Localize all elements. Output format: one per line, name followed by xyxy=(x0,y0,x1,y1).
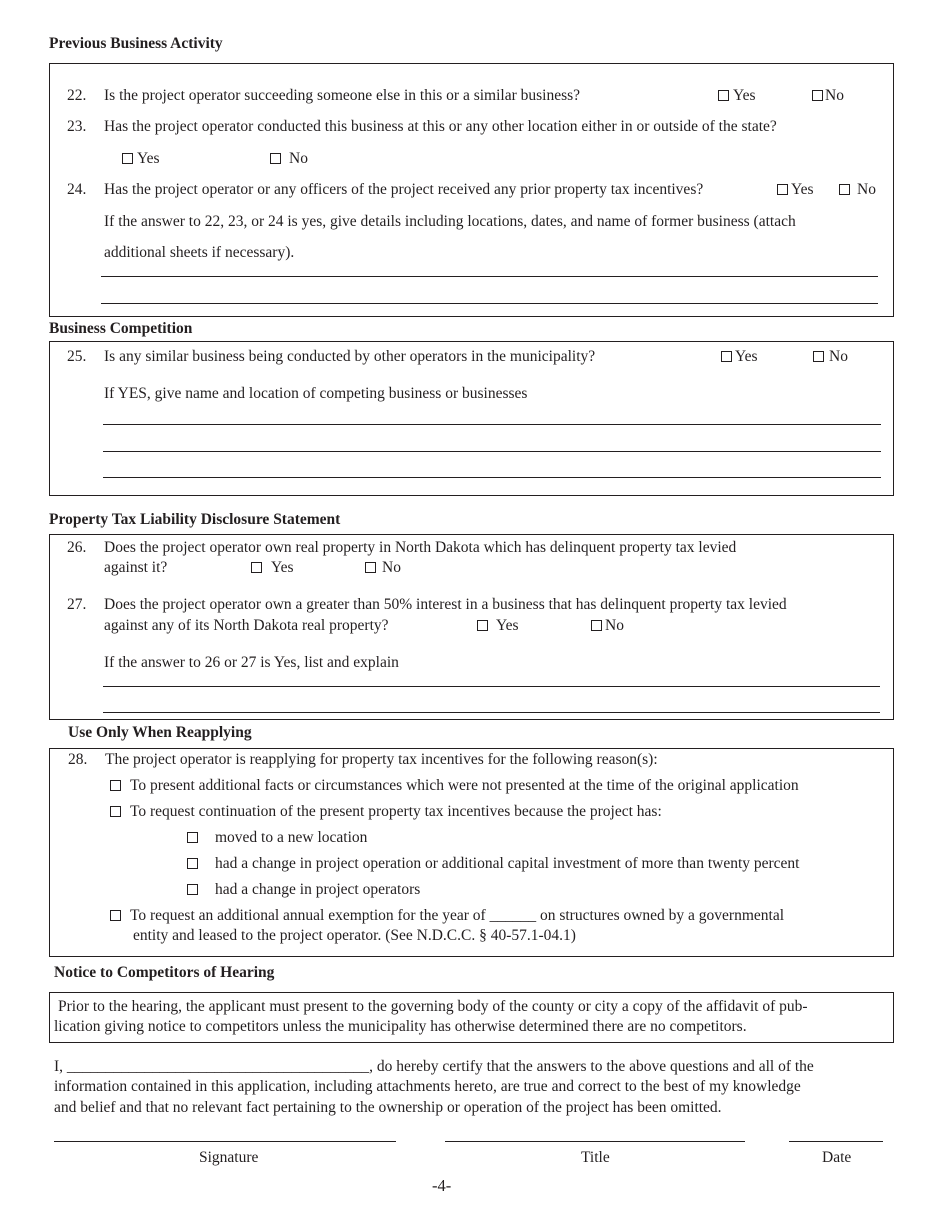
section-title-notice: Notice to Competitors of Hearing xyxy=(54,964,275,981)
q24-no-option[interactable] xyxy=(839,181,876,199)
certification-line1: I, _______________________________________, do hereby certify that the answers to the above questions and all of the xyxy=(54,1058,814,1075)
competitor-answer-line-3[interactable] xyxy=(103,477,881,478)
reapply-suboption-change-operators[interactable] xyxy=(187,881,420,899)
no-label: No xyxy=(605,617,624,634)
details-instruction-line1: If the answer to 22, 23, or 24 is yes, give details including locations, dates, and name of former business (attach xyxy=(104,213,796,230)
checkbox[interactable] xyxy=(110,806,121,817)
option-label: had a change in project operation or additional capital investment of more than twenty percent xyxy=(215,855,800,872)
checkbox[interactable] xyxy=(187,884,198,895)
notice-text-line1: Prior to the hearing, the applicant must present to the governing body of the county or city a copy of the affidavit of pub- xyxy=(58,998,808,1015)
checkbox[interactable] xyxy=(477,620,488,631)
checkbox[interactable] xyxy=(813,351,824,362)
q25-yes-option[interactable] xyxy=(721,348,758,366)
checkbox[interactable] xyxy=(270,153,281,164)
question-27-text-line2: against any of its North Dakota real property? xyxy=(104,617,389,634)
checkbox[interactable] xyxy=(110,910,121,921)
reapply-suboption-change-operation[interactable] xyxy=(187,855,799,873)
checkbox[interactable] xyxy=(777,184,788,195)
certification-line2: information contained in this application, including attachments hereto, are true and correct to the best of my knowledge xyxy=(54,1078,801,1095)
disclosure-explain-instruction: If the answer to 26 or 27 is Yes, list and explain xyxy=(104,654,399,671)
details-instruction-line2: additional sheets if necessary). xyxy=(104,244,295,261)
page-number: -4- xyxy=(432,1176,452,1195)
checkbox[interactable] xyxy=(187,832,198,843)
checkbox[interactable] xyxy=(721,351,732,362)
q26-no-option[interactable] xyxy=(365,559,401,577)
no-label: No xyxy=(825,87,844,104)
q26-yes-option[interactable] xyxy=(251,559,294,577)
checkbox[interactable] xyxy=(718,90,729,101)
competitor-answer-line-2[interactable] xyxy=(103,451,881,452)
q23-no-option[interactable] xyxy=(270,150,308,168)
disclosure-answer-line-2[interactable] xyxy=(103,712,880,713)
question-22-text: Is the project operator succeeding someone else in this or a similar business? xyxy=(104,87,581,104)
question-number: 23. xyxy=(67,118,87,135)
section-title-previous-business: Previous Business Activity xyxy=(49,35,223,52)
no-label: No xyxy=(857,181,876,198)
yes-label: Yes xyxy=(791,181,814,198)
question-number: 22. xyxy=(67,87,87,104)
checkbox[interactable] xyxy=(591,620,602,631)
reapply-option-additional-facts[interactable] xyxy=(110,777,799,795)
question-23-text: Has the project operator conducted this business at this or any other location either in or outside of the state? xyxy=(104,118,777,135)
question-number: 27. xyxy=(67,596,87,613)
yes-label: Yes xyxy=(496,617,519,634)
section-title-reapplying: Use Only When Reapplying xyxy=(68,724,252,741)
no-label: No xyxy=(289,150,308,167)
question-number: 24. xyxy=(67,181,87,198)
question-25-text: Is any similar business being conducted by other operators in the municipality? xyxy=(104,348,596,365)
details-answer-line-2[interactable] xyxy=(101,303,878,304)
reapply-option-continuation[interactable] xyxy=(110,803,662,821)
checkbox[interactable] xyxy=(110,780,121,791)
annual-exemption-line2: entity and leased to the project operator. (See N.D.C.C. § 40-57.1-04.1) xyxy=(133,927,576,944)
certification-line3: and belief and that no relevant fact pertaining to the ownership or operation of the project has been omitted. xyxy=(54,1099,722,1116)
yes-label: Yes xyxy=(271,559,294,576)
question-26-text-line1: Does the project operator own real property in North Dakota which has delinquent property tax levied xyxy=(104,539,737,556)
question-27-text-line1: Does the project operator own a greater than 50% interest in a business that has delinquent property tax levied xyxy=(104,596,787,613)
checkbox[interactable] xyxy=(365,562,376,573)
disclosure-answer-line-1[interactable] xyxy=(103,686,880,687)
q22-no-option[interactable] xyxy=(812,87,844,105)
q22-yes-option[interactable] xyxy=(718,87,756,105)
no-label: No xyxy=(382,559,401,576)
signature-line[interactable] xyxy=(54,1141,396,1142)
details-answer-line-1[interactable] xyxy=(101,276,878,277)
signature-label: Signature xyxy=(199,1149,259,1166)
q27-no-option[interactable] xyxy=(591,617,624,635)
date-line[interactable] xyxy=(789,1141,883,1142)
q27-yes-option[interactable] xyxy=(477,617,519,635)
option-label: had a change in project operators xyxy=(215,881,421,898)
checkbox[interactable] xyxy=(251,562,262,573)
option-label: To request continuation of the present property tax incentives because the project has: xyxy=(130,803,662,820)
question-number: 25. xyxy=(67,348,87,365)
q25-no-option[interactable] xyxy=(813,348,848,366)
yes-label: Yes xyxy=(735,348,758,365)
reapply-option-annual-exemption[interactable] xyxy=(110,907,784,925)
q24-yes-option[interactable] xyxy=(777,181,814,199)
yes-label: Yes xyxy=(137,150,160,167)
section-title-business-competition: Business Competition xyxy=(49,320,193,337)
date-label: Date xyxy=(822,1149,852,1166)
competitor-instruction: If YES, give name and location of competing business or businesses xyxy=(104,385,528,402)
question-24-text: Has the project operator or any officers of the project received any prior property tax incentives? xyxy=(104,181,704,198)
title-label: Title xyxy=(581,1149,610,1166)
option-label: To present additional facts or circumstances which were not presented at the time of the original application xyxy=(130,777,799,794)
checkbox[interactable] xyxy=(122,153,133,164)
title-line[interactable] xyxy=(445,1141,745,1142)
question-28-text: The project operator is reapplying for property tax incentives for the following reason(s): xyxy=(105,751,658,768)
reapply-suboption-moved[interactable] xyxy=(187,829,367,847)
checkbox[interactable] xyxy=(812,90,823,101)
notice-text-line2: lication giving notice to competitors unless the municipality has otherwise determined there are no competitors. xyxy=(54,1018,747,1035)
section-title-disclosure: Property Tax Liability Disclosure Statement xyxy=(49,511,341,528)
no-label: No xyxy=(829,348,848,365)
yes-label: Yes xyxy=(733,87,756,104)
checkbox[interactable] xyxy=(839,184,850,195)
question-number: 26. xyxy=(67,539,87,556)
question-26-text-line2: against it? xyxy=(104,559,168,576)
checkbox[interactable] xyxy=(187,858,198,869)
q23-yes-option[interactable] xyxy=(122,150,160,168)
option-label: To request an additional annual exemption for the year of ______ on structures owned by a governmental xyxy=(130,907,785,924)
question-number: 28. xyxy=(68,751,88,768)
competitor-answer-line-1[interactable] xyxy=(103,424,881,425)
option-label: moved to a new location xyxy=(215,829,368,846)
